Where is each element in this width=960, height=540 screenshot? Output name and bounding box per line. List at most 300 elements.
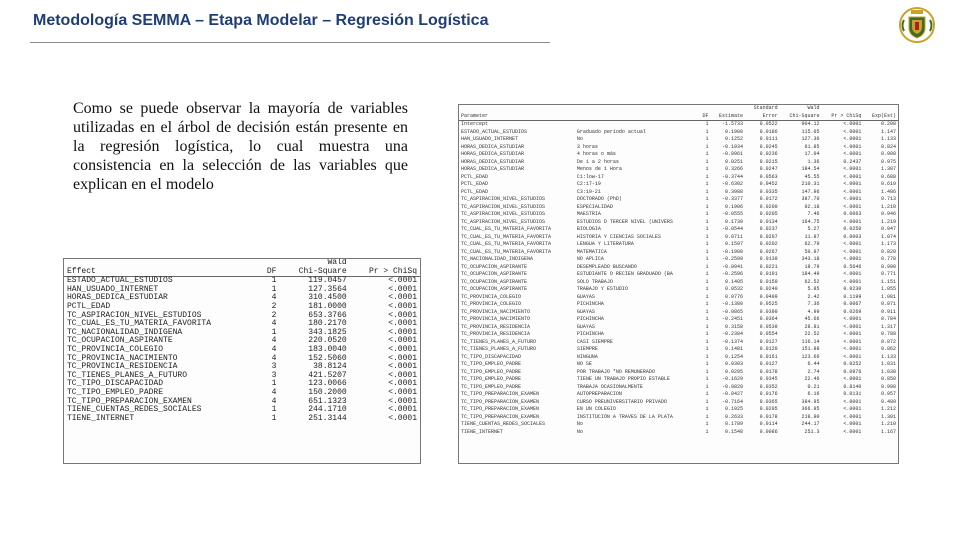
table-cell: -1.5733: [722, 121, 744, 127]
table-cell: -0.1629: [722, 376, 744, 382]
table-cell: PCTL_EDAD: [461, 173, 489, 180]
table-cell: 0.0776: [725, 293, 744, 300]
table-cell: 1: [705, 203, 709, 210]
table-cell: <.0001: [388, 336, 417, 346]
table-cell: 0.908: [880, 151, 896, 157]
table-cell: 0.0134: [759, 218, 778, 225]
table-cell: 22.46: [804, 376, 820, 382]
table-cell: GUAYAS: [576, 293, 595, 300]
table-cell: C2:17-19: [576, 181, 601, 187]
table-cell: 1.074: [880, 233, 896, 240]
table-cell: 343.18: [801, 256, 820, 262]
table-cell: 220.0520: [308, 336, 347, 346]
table-cell: 310.4500: [308, 293, 347, 303]
table-cell: 0.1597: [725, 241, 744, 247]
table-cell: TC_TIPO_EMPLEO_PADRE: [461, 368, 522, 375]
table-cell: 1: [705, 151, 709, 157]
table-row: [64, 415, 420, 424]
table-row: [459, 234, 898, 242]
table-cell: <.0001: [843, 346, 862, 352]
table-cell: 0.1548: [725, 428, 744, 435]
table-cell: 1.055: [880, 286, 896, 292]
table-cell: 0.0178: [759, 413, 778, 420]
table-cell: 2: [271, 310, 277, 320]
table-header-row: [64, 259, 420, 268]
table-cell: <.0001: [843, 398, 862, 405]
table-cell: 183.0040: [308, 344, 347, 354]
table-cell: 0.975: [880, 158, 896, 165]
table-cell: 0.911: [880, 308, 896, 315]
table-header-row: [459, 105, 898, 113]
table-cell: 0.1906: [725, 203, 744, 210]
table-cell: ESPECIALIDAD: [576, 203, 613, 210]
table-cell: 1: [705, 128, 709, 135]
table-cell: 1: [271, 413, 277, 423]
table-cell: 0.0086: [759, 428, 778, 435]
table-cell: -0.0555: [722, 211, 744, 217]
table-cell: TC_TIPO_PREPARACION_EXAMEN: [461, 391, 540, 397]
table-cell: -0.1934: [722, 143, 744, 150]
table-cell: 0.0221: [759, 263, 778, 270]
table-cell: 119.0457: [308, 276, 347, 286]
table-cell: LENGUA Y LITERATURA: [576, 241, 634, 247]
table-cell: CASI SIEMPRE: [576, 338, 613, 345]
table-cell: 0.0236: [759, 151, 778, 157]
table-cell: 0.0525: [759, 301, 778, 307]
table-cell: 0.0063: [843, 211, 862, 217]
table-cell: 1: [705, 346, 709, 352]
table-cell: -0.2451: [722, 316, 744, 322]
table-cell: 0.2437: [843, 158, 862, 165]
table-cell: 218.90: [801, 413, 820, 420]
table-cell: <.0001: [388, 276, 417, 286]
table-row: [459, 339, 898, 347]
table-cell: 1: [271, 379, 277, 389]
table-cell: <.0001: [388, 301, 417, 311]
header-cell: Pr > ChiSq: [822, 113, 864, 121]
table-cell: <.0001: [843, 248, 862, 255]
header-cell: Wald: [327, 258, 347, 267]
slide-title: Metodología SEMMA – Etapa Modelar – Regresión Logística: [33, 12, 489, 29]
table-cell: ESTUDIANTE O RECIÉN GRADUADO (BA: [576, 271, 673, 277]
table-cell: TC_TIPO_DISCAPACIDAD: [67, 379, 164, 389]
table-cell: 0.0247: [759, 166, 778, 172]
table-cell: 0.0563: [759, 173, 778, 180]
header-cell: [711, 105, 746, 113]
table-cell: <.0001: [843, 413, 862, 420]
table-cell: 0.820: [880, 248, 896, 255]
table-cell: 3: [271, 362, 277, 372]
table-header-row: [459, 113, 898, 121]
table-cell: 127.3564: [308, 284, 347, 294]
table-cell: TC_PROVINCIA_NACIMIENTO: [461, 308, 531, 315]
table-cell: Graduado período actual: [576, 128, 646, 135]
header-cell: Estimate: [711, 113, 746, 121]
table-cell: AUTOPREPARACIÓN: [576, 391, 622, 397]
table-cell: 4: [271, 293, 277, 303]
table-cell: <.0001: [843, 203, 862, 210]
table-cell: 0.0390: [759, 308, 778, 315]
table-cell: 0.0250: [843, 226, 862, 232]
table-row: [459, 249, 898, 257]
table-cell: 1: [705, 406, 709, 412]
table-cell: DESEMPLEADO BUSCANDO: [576, 263, 637, 270]
table-cell: 0.862: [880, 346, 896, 352]
table-cell: 0.0252: [843, 361, 862, 367]
table-cell: -0.1374: [722, 338, 744, 345]
table-cell: <.0001: [388, 353, 417, 363]
table-cell: 1.212: [880, 406, 896, 412]
table-cell: 0.3266: [725, 166, 744, 172]
header-cell: DF: [698, 113, 710, 121]
table-cell: 251.3144: [308, 413, 347, 423]
table-row: [459, 406, 898, 414]
table-cell: 45.66: [804, 316, 820, 322]
table-cell: 1.387: [880, 166, 896, 172]
table-cell: 0.0295: [725, 368, 744, 375]
table-cell: 2: [271, 301, 277, 311]
table-cell: 0.1481: [725, 346, 744, 352]
table-cell: TC_CUAL_ES_TU_MATERIA_FAVORITA: [461, 233, 552, 240]
table-cell: 1: [705, 241, 709, 247]
table-cell: 1: [705, 248, 709, 255]
table-row: [459, 129, 898, 137]
header-cell: [459, 105, 698, 113]
table-cell: 653.3766: [308, 310, 347, 320]
table-cell: 1: [705, 391, 709, 397]
table-cell: HORAS_DEDICA_ESTUDIAR: [461, 143, 525, 150]
table-cell: 1: [705, 413, 709, 420]
table-cell: CURSO PREUNIVERSITARIO PRIVADO: [576, 398, 667, 405]
table-cell: -0.0820: [722, 383, 744, 390]
table-cell: 0.0251: [725, 158, 744, 165]
table-row: [459, 384, 898, 392]
table-cell: GUAYAS: [576, 308, 595, 315]
table-cell: 244.17: [801, 421, 820, 427]
table-row: [459, 174, 898, 182]
table-cell: TC_OCUPACION_ASPIRANTE: [461, 278, 528, 285]
header-cell: Chi-Square: [780, 113, 822, 121]
table-cell: 1: [705, 121, 709, 127]
table-cell: 0.998: [880, 263, 896, 270]
table-cell: 61.85: [804, 143, 820, 150]
table-cell: 366.95: [801, 406, 820, 412]
table-cell: 1.167: [880, 428, 896, 435]
table-cell: No: [576, 421, 583, 427]
table-cell: 1.081: [880, 293, 896, 300]
table-cell: HAN_USUADO_INTERNET: [461, 136, 519, 142]
table-cell: 1: [705, 331, 709, 337]
table-cell: 0.0345: [759, 376, 778, 382]
table-cell: 0.0202: [759, 241, 778, 247]
table-cell: <.0001: [843, 218, 862, 225]
table-cell: TC_OCUPACION_ASPIRANTE: [461, 271, 528, 277]
table-row: [459, 279, 898, 287]
table-cell: TC_ASPIRACION_NIVEL_ESTUDIOS: [461, 196, 546, 202]
table-cell: 343.1825: [308, 327, 347, 337]
table-cell: 127.36: [801, 136, 820, 142]
table-cell: <.0001: [843, 331, 862, 337]
table-cell: 116.14: [801, 338, 820, 345]
table-cell: 0.0532: [725, 286, 744, 292]
table-cell: EN UN COLEGIO: [576, 406, 616, 412]
table-cell: 62.79: [804, 241, 820, 247]
table-cell: 651.1323: [308, 396, 347, 406]
table-cell: 28.81: [804, 323, 820, 330]
table-cell: PCTL_EDAD: [67, 301, 111, 311]
table-row: [459, 211, 898, 219]
table-cell: 1.151: [880, 278, 896, 285]
table-body: [459, 121, 898, 437]
table-cell: 0.1405: [725, 278, 744, 285]
table-cell: 4: [271, 387, 277, 397]
table-cell: 1.133: [880, 136, 896, 142]
table-row: [459, 309, 898, 317]
table-cell: TC_TIENES_PLANES_A_FUTURO: [461, 338, 537, 345]
table-cell: <.0001: [843, 188, 862, 195]
table-cell: 1: [705, 278, 709, 285]
table-cell: 0.0364: [759, 316, 778, 322]
table-cell: <.0001: [388, 293, 417, 303]
table-cell: TC_PROVINCIA_RESIDENCIA: [461, 331, 531, 337]
table-cell: <.0001: [843, 181, 862, 187]
table-cell: 0.788: [880, 331, 896, 337]
header-cell: Error: [745, 113, 780, 121]
table-cell: 1: [705, 361, 709, 367]
table-cell: TC_CUAL_ES_TU_MATERIA_FAVORITA: [461, 226, 552, 232]
table-cell: 1: [705, 421, 709, 427]
table-cell: 0.0172: [759, 196, 778, 202]
table-cell: TC_TIPO_EMPLEO_PADRE: [461, 361, 522, 367]
table-cell: 251.3: [804, 428, 820, 435]
header-cell: Standard: [753, 105, 778, 111]
table-cell: HORAS_DEDICA_ESTUDIAR: [461, 166, 525, 172]
table-row: [459, 429, 898, 437]
table-cell: TC_NACIONALIDAD_INDIGENA: [67, 327, 183, 337]
table-cell: 1: [705, 158, 709, 165]
table-cell: 0.1252: [725, 136, 744, 142]
table-row: [459, 159, 898, 167]
header-cell: DF: [259, 268, 279, 277]
table-cell: <.0001: [843, 166, 862, 172]
table-cell: 0.0120: [759, 346, 778, 352]
table-cell: -0.2599: [722, 256, 744, 262]
header-cell: Effect: [64, 268, 259, 277]
table-cell: C1:low-17: [576, 173, 604, 180]
table-cell: POR TRABAJO *NO REMUNERADO: [576, 368, 655, 375]
table-cell: 0.871: [880, 301, 896, 307]
table-row: [459, 256, 898, 264]
table-cell: 387.70: [801, 196, 820, 202]
table-cell: [575, 121, 698, 129]
table-cell: 0.0230: [843, 286, 862, 292]
table-cell: 0.946: [880, 211, 896, 217]
table-row: [459, 391, 898, 399]
table-cell: <.0001: [388, 379, 417, 389]
table-cell: 0.0127: [759, 338, 778, 345]
table-cell: <.0001: [843, 278, 862, 285]
table-cell: 0.688: [880, 173, 896, 180]
table-cell: 0.208: [880, 121, 896, 127]
table-cell: PICHINCHA: [576, 331, 604, 337]
table-cell: -0.0961: [722, 151, 744, 157]
table-cell: <.0001: [843, 128, 862, 135]
table-cell: <.0001: [843, 376, 862, 382]
table-cell: INSTITUCIÓN A TRAVÉS DE LA PLATA: [576, 413, 673, 420]
table-cell: 0.0335: [759, 188, 778, 195]
table-cell: 150.2000: [308, 387, 347, 397]
table-row: [459, 346, 898, 354]
table-cell: <.0001: [843, 256, 862, 262]
table-cell: 0.824: [880, 143, 896, 150]
table-cell: TC_TIPO_PREPARACION_EXAMEN: [461, 413, 540, 420]
table-cell: 0.0150: [759, 278, 778, 285]
table-cell: 0.0111: [759, 136, 778, 142]
table-cell: 62.52: [804, 278, 820, 285]
table-cell: 1: [705, 256, 709, 262]
table-cell: TC_OCUPACION_ASPIRANTE: [67, 336, 173, 346]
table-cell: 1: [271, 276, 277, 286]
table-cell: 1: [705, 428, 709, 435]
table-cell: SIEMPRE: [576, 346, 598, 352]
table-row: [459, 354, 898, 362]
table-cell: TC_TIPO_EMPLEO_PADRE: [461, 376, 522, 382]
table-cell: <.0001: [843, 428, 862, 435]
table-cell: 5.27: [807, 226, 820, 232]
table-row: [459, 316, 898, 324]
table-cell: 18.79: [804, 263, 820, 270]
header-cell: [822, 105, 864, 113]
table-cell: <.0001: [388, 319, 417, 329]
table-cell: 0.0205: [759, 211, 778, 217]
table-cell: <.0001: [388, 396, 417, 406]
table-cell: 0.489: [880, 398, 896, 405]
table-row: [459, 414, 898, 422]
table-cell: TC_ASPIRACION_NIVEL_ESTUDIOS: [461, 218, 546, 225]
table-cell: <.0001: [843, 241, 862, 247]
table-cell: MAESTRÍA: [576, 211, 601, 217]
table-cell: 38.8124: [313, 362, 347, 372]
table-cell: 0.1199: [843, 293, 862, 300]
table-cell: TC_TIPO_PREPARACION_EXAMEN: [461, 406, 540, 412]
table-cell: HISTORIA Y CIENCIAS SOCIALES: [576, 233, 661, 240]
parameter-estimates-table: [458, 104, 899, 464]
table-cell: 3 horas: [576, 143, 598, 150]
table-cell: 4.99: [807, 308, 820, 315]
table-cell: 0.778: [880, 256, 896, 262]
table-cell: 421.5207: [308, 370, 347, 380]
table-cell: GUAYAS: [576, 323, 595, 330]
table-cell: 6.16: [807, 391, 820, 397]
table-cell: <.0001: [388, 284, 417, 294]
table-cell: 0.1908: [725, 128, 744, 135]
table-cell: HAN_USUADO_INTERNET: [67, 284, 159, 294]
table-cell: 11.87: [804, 233, 820, 240]
table-cell: 0.0205: [759, 406, 778, 412]
table-cell: TC_PROVINCIA_COLEGIO: [67, 344, 164, 354]
table-cell: 1.147: [880, 128, 896, 135]
table-cell: 1: [705, 293, 709, 300]
table-cell: <.0001: [843, 323, 862, 330]
table-cell: 0.0127: [759, 361, 778, 367]
table-cell: -0.0427: [722, 391, 744, 397]
table-cell: 0.0269: [843, 308, 862, 315]
table-cell: 1.133: [880, 353, 896, 360]
table-row: [459, 376, 898, 384]
table-cell: TC_TIENES_PLANES_A_FUTURO: [67, 370, 188, 380]
table-cell: 1.210: [880, 421, 896, 427]
table-cell: 6.44: [807, 361, 820, 367]
table-cell: 164.75: [801, 218, 820, 225]
table-row: [64, 294, 420, 303]
table-row: [459, 136, 898, 144]
table-cell: 1: [705, 173, 709, 180]
table-cell: 2.42: [807, 293, 820, 300]
table-cell: 1: [705, 323, 709, 330]
table-cell: No: [576, 428, 583, 435]
table-cell: 1: [705, 316, 709, 322]
table-cell: 1: [705, 353, 709, 360]
table-cell: 0.2633: [725, 413, 744, 420]
table-cell: 1: [705, 226, 709, 232]
table-cell: 1.173: [880, 241, 896, 247]
table-cell: 0.0003: [843, 233, 862, 240]
table-cell: TRABAJA OCASIONALMENTE: [576, 383, 643, 390]
table-cell: 0.0237: [759, 226, 778, 232]
table-cell: 1: [705, 338, 709, 345]
table-cell: <.0001: [843, 353, 862, 360]
table-cell: 0.0365: [759, 398, 778, 405]
table-cell: Intercept: [461, 121, 489, 127]
table-cell: HORAS_DEDICA_ESTUDIAR: [67, 293, 168, 303]
table-cell: 0.850: [880, 376, 896, 382]
table-cell: TC_ASPIRACION_NIVEL_ESTUDIOS: [461, 211, 546, 217]
table-cell: 1: [705, 301, 709, 307]
table-row: [459, 151, 898, 159]
table-cell: <.0001: [843, 121, 862, 127]
header-cell: Exp(Est): [863, 113, 898, 121]
table-cell: 0.0191: [759, 271, 778, 277]
table-cell: 7.46: [807, 211, 820, 217]
table-cell: 1: [705, 211, 709, 217]
table-cell: TC_NACIONALIDAD_INDIGENA: [461, 256, 534, 262]
table-cell: 0.1925: [725, 406, 744, 412]
table-cell: 4: [271, 336, 277, 346]
table-cell: 1: [705, 143, 709, 150]
table-cell: 0.0186: [759, 128, 778, 135]
table-cell: 1.210: [880, 203, 896, 210]
table-cell: 0.0178: [759, 368, 778, 375]
table-cell: 115.05: [801, 128, 820, 135]
table-cell: 0.0114: [759, 421, 778, 427]
table-cell: 1: [705, 166, 709, 172]
table-cell: 147.96: [801, 188, 820, 195]
table-cell: 1: [705, 233, 709, 240]
header-cell: Pr > ChiSq: [350, 268, 420, 277]
table-row: [459, 369, 898, 377]
table-cell: 1: [705, 181, 709, 187]
table-row: [459, 324, 898, 332]
table-cell: 1: [705, 263, 709, 270]
table-cell: <.0001: [843, 143, 862, 150]
table-cell: 0.0245: [759, 143, 778, 150]
table-cell: TC_PROVINCIA_NACIMIENTO: [461, 316, 531, 322]
table-cell: 244.1710: [308, 405, 347, 415]
table-cell: 1: [705, 376, 709, 382]
table-cell: NO APLICA: [576, 256, 604, 262]
table-cell: 1: [705, 368, 709, 375]
table-cell: 92.18: [804, 203, 820, 210]
